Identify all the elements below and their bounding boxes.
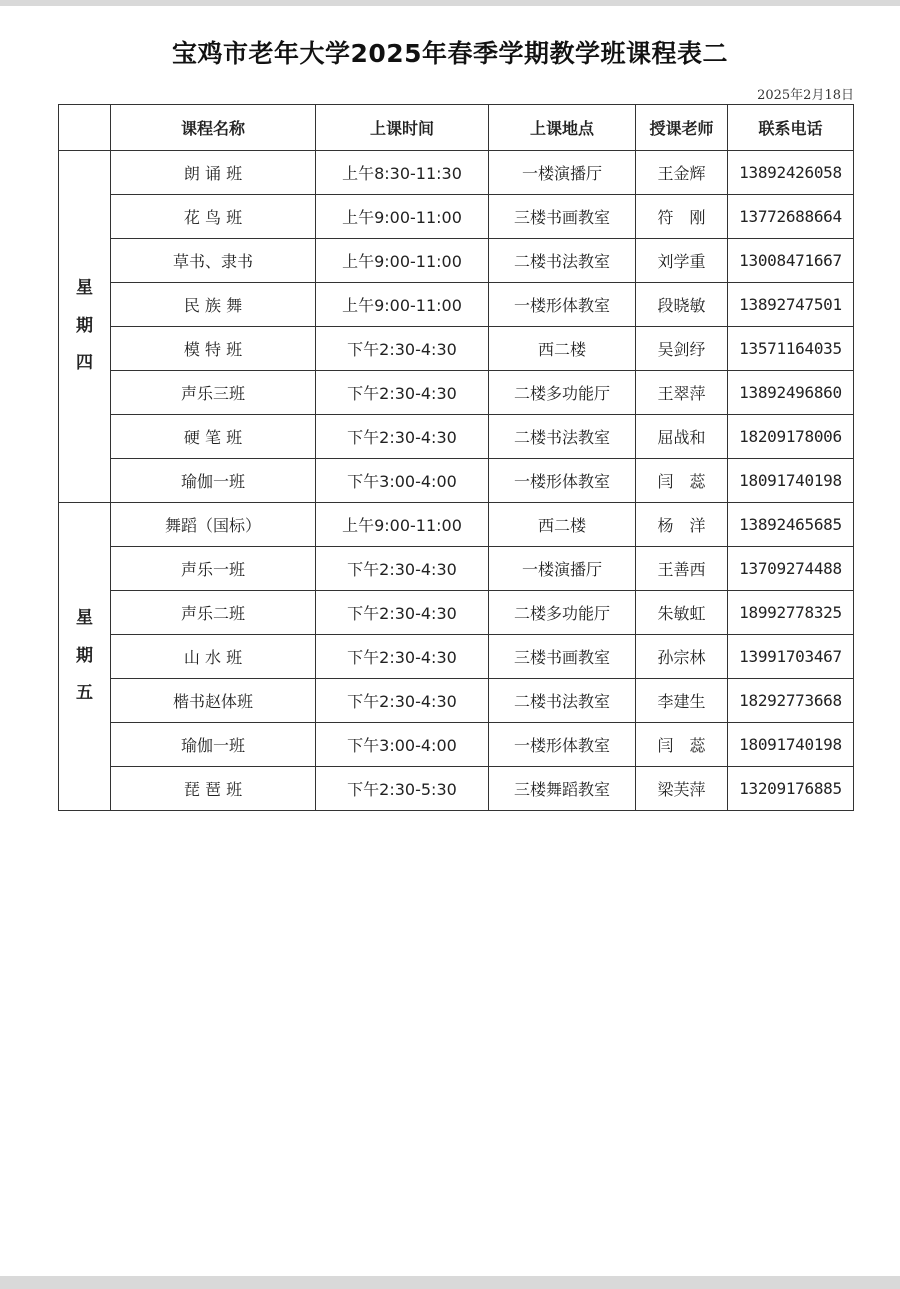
time-cell: 上午9:00-11:00 bbox=[316, 239, 489, 283]
course-cell: 草书、隶书 bbox=[111, 239, 316, 283]
table-row bbox=[59, 767, 854, 811]
teacher-cell: 杨 洋 bbox=[636, 503, 728, 547]
teacher-cell: 刘学重 bbox=[636, 239, 728, 283]
place-cell: 一楼形体教室 bbox=[489, 459, 636, 503]
weekday-char: 期 bbox=[76, 645, 93, 666]
course-cell: 瑜伽一班 bbox=[111, 723, 316, 767]
place-cell: 二楼多功能厅 bbox=[489, 371, 636, 415]
place-cell: 一楼形体教室 bbox=[489, 283, 636, 327]
time-cell: 下午2:30-4:30 bbox=[316, 635, 489, 679]
teacher-cell: 吴剑纾 bbox=[636, 327, 728, 371]
course-cell: 朗 诵 班 bbox=[111, 151, 316, 195]
teacher-cell: 段晓敏 bbox=[636, 283, 728, 327]
course-cell: 楷书赵体班 bbox=[111, 679, 316, 723]
document-page bbox=[0, 6, 900, 1276]
phone-cell: 18091740198 bbox=[728, 459, 854, 503]
time-cell: 下午2:30-4:30 bbox=[316, 327, 489, 371]
teacher-cell: 王善西 bbox=[636, 547, 728, 591]
place-cell: 一楼演播厅 bbox=[489, 547, 636, 591]
place-cell: 一楼演播厅 bbox=[489, 151, 636, 195]
teacher-cell: 王金辉 bbox=[636, 151, 728, 195]
phone-cell: 13008471667 bbox=[728, 239, 854, 283]
table-row bbox=[59, 327, 854, 371]
column-header-course: 课程名称 bbox=[111, 105, 316, 151]
course-cell: 声乐三班 bbox=[111, 371, 316, 415]
phone-cell: 13991703467 bbox=[728, 635, 854, 679]
teacher-cell: 孙宗林 bbox=[636, 635, 728, 679]
teacher-cell: 符 刚 bbox=[636, 195, 728, 239]
course-cell: 舞蹈（国标） bbox=[111, 503, 316, 547]
teacher-cell: 李建生 bbox=[636, 679, 728, 723]
time-cell: 上午8:30-11:30 bbox=[316, 151, 489, 195]
weekday-char: 四 bbox=[76, 353, 93, 374]
phone-cell: 13892465685 bbox=[728, 503, 854, 547]
time-cell: 下午2:30-4:30 bbox=[316, 547, 489, 591]
time-cell: 下午2:30-4:30 bbox=[316, 679, 489, 723]
phone-cell: 13709274488 bbox=[728, 547, 854, 591]
place-cell: 三楼舞蹈教室 bbox=[489, 767, 636, 811]
header-row bbox=[59, 105, 854, 151]
table-row bbox=[59, 415, 854, 459]
table-row bbox=[59, 151, 854, 195]
course-cell: 声乐二班 bbox=[111, 591, 316, 635]
place-cell: 二楼多功能厅 bbox=[489, 591, 636, 635]
course-cell: 声乐一班 bbox=[111, 547, 316, 591]
time-cell: 下午2:30-4:30 bbox=[316, 591, 489, 635]
place-cell: 三楼书画教室 bbox=[489, 635, 636, 679]
page-title: 宝鸡市老年大学2025年春季学期教学班课程表二 bbox=[171, 39, 729, 68]
phone-cell: 13571164035 bbox=[728, 327, 854, 371]
time-cell: 下午3:00-4:00 bbox=[316, 459, 489, 503]
weekday-cell bbox=[59, 503, 111, 811]
place-cell: 西二楼 bbox=[489, 503, 636, 547]
place-cell: 二楼书法教室 bbox=[489, 679, 636, 723]
weekday-char: 期 bbox=[76, 315, 93, 336]
table-row bbox=[59, 547, 854, 591]
teacher-cell: 朱敏虹 bbox=[636, 591, 728, 635]
table-row bbox=[59, 723, 854, 767]
time-cell: 下午3:00-4:00 bbox=[316, 723, 489, 767]
teacher-cell: 闫 蕊 bbox=[636, 459, 728, 503]
phone-cell: 18091740198 bbox=[728, 723, 854, 767]
column-header-day bbox=[59, 105, 111, 151]
time-cell: 上午9:00-11:00 bbox=[316, 503, 489, 547]
place-cell: 二楼书法教室 bbox=[489, 415, 636, 459]
schedule-table bbox=[58, 104, 854, 811]
column-header-teacher: 授课老师 bbox=[636, 105, 728, 151]
time-cell: 上午9:00-11:00 bbox=[316, 195, 489, 239]
phone-cell: 13892496860 bbox=[728, 371, 854, 415]
course-cell: 民 族 舞 bbox=[111, 283, 316, 327]
weekday-char: 星 bbox=[76, 278, 93, 299]
table-row bbox=[59, 195, 854, 239]
table-row bbox=[59, 371, 854, 415]
phone-cell: 13892747501 bbox=[728, 283, 854, 327]
issue-date: 2025年2月18日 bbox=[757, 88, 854, 103]
phone-cell: 18209178006 bbox=[728, 415, 854, 459]
time-cell: 下午2:30-5:30 bbox=[316, 767, 489, 811]
course-cell: 瑜伽一班 bbox=[111, 459, 316, 503]
phone-cell: 13209176885 bbox=[728, 767, 854, 811]
place-cell: 西二楼 bbox=[489, 327, 636, 371]
teacher-cell: 梁芙萍 bbox=[636, 767, 728, 811]
schedule-body bbox=[59, 151, 854, 811]
place-cell: 三楼书画教室 bbox=[489, 195, 636, 239]
teacher-cell: 屈战和 bbox=[636, 415, 728, 459]
time-cell: 上午9:00-11:00 bbox=[316, 283, 489, 327]
column-header-time: 上课时间 bbox=[316, 105, 489, 151]
table-row bbox=[59, 591, 854, 635]
table-row bbox=[59, 283, 854, 327]
table-row bbox=[59, 635, 854, 679]
weekday-char: 五 bbox=[76, 683, 93, 704]
weekday-cell bbox=[59, 151, 111, 503]
course-cell: 山 水 班 bbox=[111, 635, 316, 679]
place-cell: 一楼形体教室 bbox=[489, 723, 636, 767]
weekday-char: 星 bbox=[76, 608, 93, 629]
course-cell: 硬 笔 班 bbox=[111, 415, 316, 459]
column-header-phone: 联系电话 bbox=[728, 105, 854, 151]
place-cell: 二楼书法教室 bbox=[489, 239, 636, 283]
teacher-cell: 闫 蕊 bbox=[636, 723, 728, 767]
table-row bbox=[59, 459, 854, 503]
phone-cell: 13892426058 bbox=[728, 151, 854, 195]
phone-cell: 13772688664 bbox=[728, 195, 854, 239]
table-row bbox=[59, 679, 854, 723]
time-cell: 下午2:30-4:30 bbox=[316, 371, 489, 415]
course-cell: 琵 琶 班 bbox=[111, 767, 316, 811]
table-row bbox=[59, 503, 854, 547]
teacher-cell: 王翠萍 bbox=[636, 371, 728, 415]
time-cell: 下午2:30-4:30 bbox=[316, 415, 489, 459]
course-cell: 模 特 班 bbox=[111, 327, 316, 371]
phone-cell: 18292773668 bbox=[728, 679, 854, 723]
phone-cell: 18992778325 bbox=[728, 591, 854, 635]
table-row bbox=[59, 239, 854, 283]
course-cell: 花 鸟 班 bbox=[111, 195, 316, 239]
column-header-place: 上课地点 bbox=[489, 105, 636, 151]
